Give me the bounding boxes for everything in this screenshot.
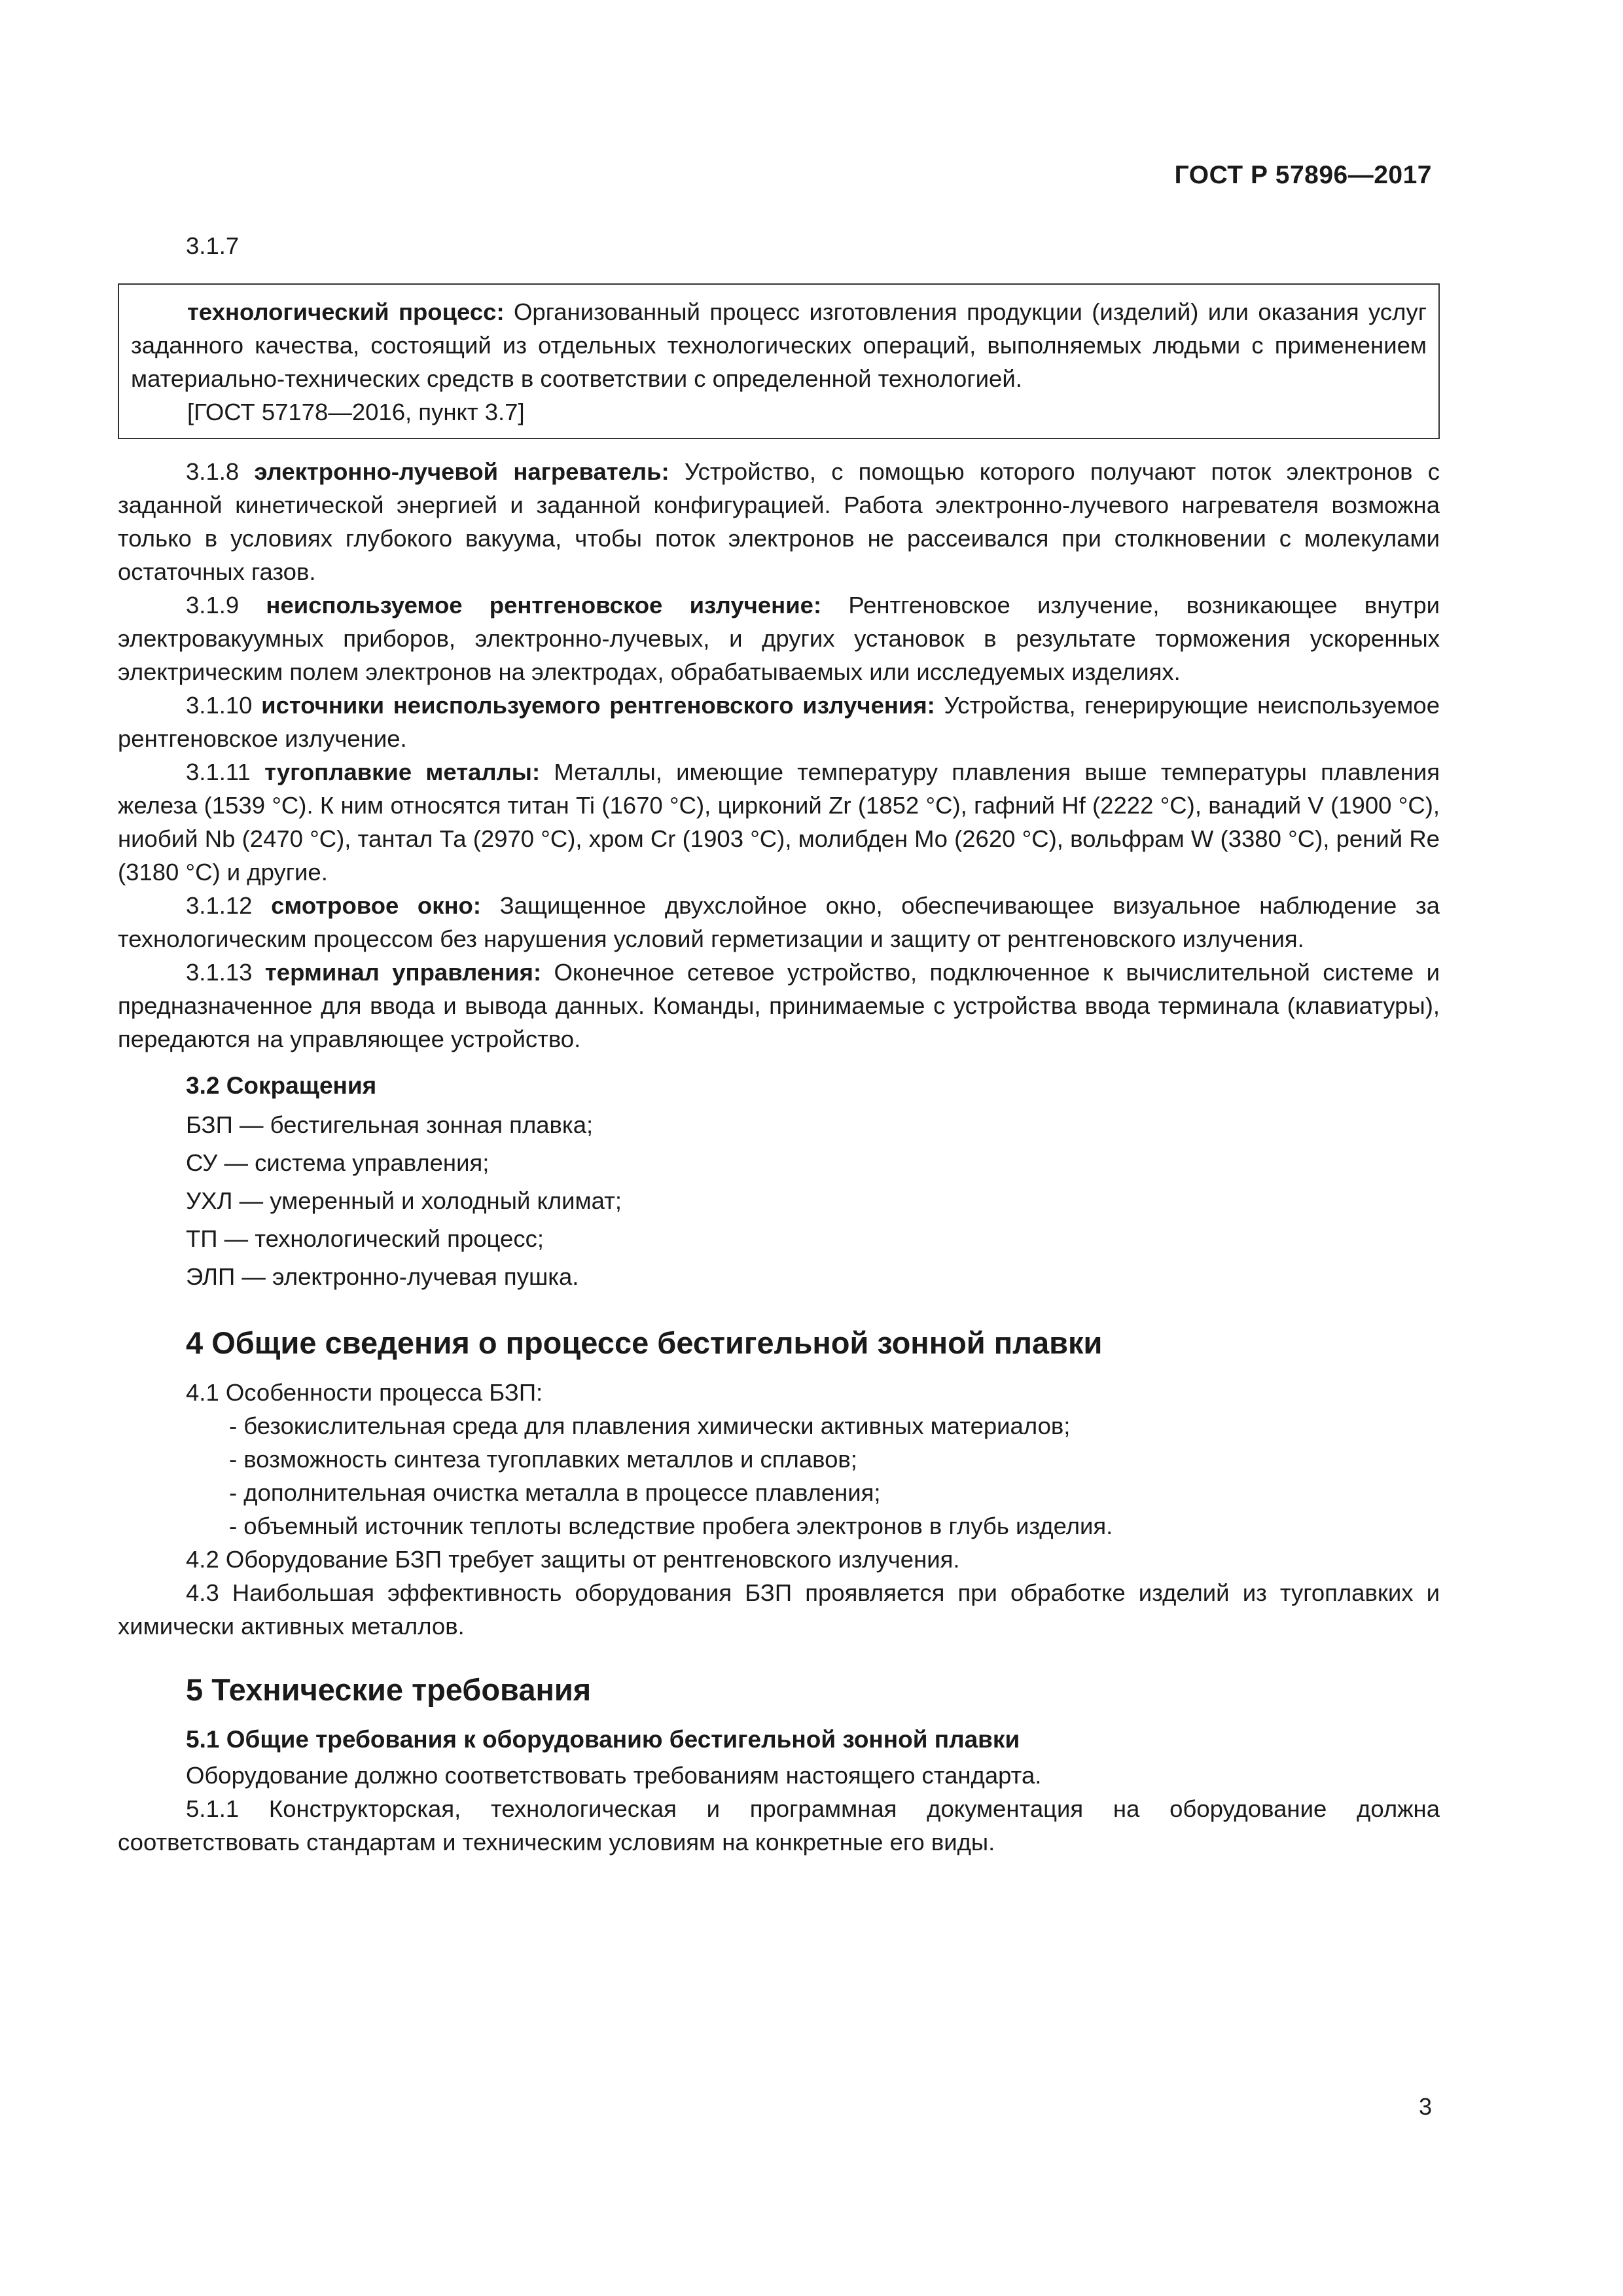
term-title: тугоплавкие металлы:	[264, 759, 541, 785]
abbreviation-item: БЗП — бестигельная зонная плавка;	[186, 1111, 594, 1138]
abbreviation-item: СУ — система управления;	[186, 1149, 490, 1176]
term-title: неиспользуемое рентгеновское излучение:	[266, 592, 822, 619]
term-title: смотровое окно:	[271, 892, 481, 919]
definition-reference: [ГОСТ 57178—2016, пункт 3.7]	[187, 399, 525, 425]
term-text: Металлы, имеющие температуру плавления выше температуры плавления железа (1539 °С). К ним относятся титан Ti (1670 °С), цирконий Zr (1852 °С), гафний Hf (2222 °С), ванадий V (1900 °С), ниобий Nb (2470 °С), тантал Та (2970 °С), хром Cr (1903 °С), молибден Mo (2620 °С), вольфрам W (3380 °С), рений Re (3180 °С) и другие.	[118, 759, 1440, 886]
term-3-1-7: технологический процесс:	[187, 298, 505, 325]
abbreviation-item: ЭЛП — электронно-лучевая пушка.	[186, 1263, 579, 1290]
bullet-item: - безокислительная среда для плавления химически активных материалов;	[229, 1412, 1071, 1439]
term-text: Рентгеновское излучение, возникающее внутри электровакуумных приборов, электронно-лучевых, и других установок в результате торможения ускоренных электрическим полем электронов на электродах, обрабатываемых или исследуемых изделиях.	[118, 592, 1440, 685]
bullet-item: - возможность синтеза тугоплавких металлов и сплавов;	[229, 1446, 857, 1473]
paragraph-5-1: Оборудование должно соответствовать требованиям настоящего стандарта.	[186, 1762, 1042, 1789]
term-number: 3.1.10	[186, 692, 262, 719]
bullet-item: - объемный источник теплоты вследствие пробега электронов в глубь изделия.	[229, 1513, 1113, 1539]
heading-5-1: 5.1 Общие требования к оборудованию бестигельной зонной плавки	[186, 1726, 1020, 1753]
term-title: терминал управления:	[264, 959, 542, 986]
term-number: 3.1.9	[186, 592, 266, 619]
term-text: Устройства, генерирующие неиспользуемое рентгеновское излучение.	[118, 692, 1440, 752]
document-body	[118, 229, 1440, 1859]
term-text: Защищенное двухслойное окно, обеспечивающее визуальное наблюдение за технологическим процессом без нарушения условий герметизации и защиту от рентгеновского излучения.	[118, 892, 1440, 952]
term-3-1-8	[118, 455, 1440, 588]
term-3-1-10	[118, 689, 1440, 755]
term-number: 3.1.13	[186, 959, 265, 986]
definition-3-1-7	[131, 295, 1427, 395]
term-3-1-11	[118, 755, 1440, 889]
term-3-1-9	[118, 588, 1440, 689]
bullet-item: - дополнительная очистка металла в процессе плавления;	[229, 1479, 881, 1506]
term-number: 3.1.12	[186, 892, 272, 919]
heading-3-2: 3.2 Сокращения	[186, 1072, 377, 1099]
abbreviation-item: ТП — технологический процесс;	[186, 1225, 544, 1252]
paragraph-5-1-1: 5.1.1 Конструкторская, технологическая и программная документация на оборудование должна соответствовать стандартам и техническим условиям на конкретные его виды.	[118, 1795, 1440, 1856]
paragraph-4-3: 4.3 Наибольшая эффективность оборудования БЗП проявляется при обработке изделий из тугоплавких и химически активных металлов.	[118, 1579, 1440, 1640]
heading-section-4: 4 Общие сведения о процессе бестигельной зонной плавки	[186, 1325, 1103, 1360]
term-3-1-12	[118, 889, 1440, 956]
term-3-1-13	[118, 956, 1440, 1056]
document-header: ГОСТ Р 57896—2017	[1174, 161, 1432, 189]
page-number: 3	[1418, 2093, 1432, 2120]
paragraph-4-2: 4.2 Оборудование БЗП требует защиты от рентгеновского излучения.	[186, 1546, 960, 1573]
section-number-3-1-7: 3.1.7	[186, 232, 240, 259]
term-number: 3.1.11	[186, 759, 265, 785]
definition-box-3-1-7	[118, 283, 1440, 439]
term-title: источники неиспользуемого рентгеновского излучения:	[261, 692, 935, 719]
definition-text-3-1-7: Организованный процесс изготовления продукции (изделий) или оказания услуг заданного качества, состоящий из отдельных технологических операций, выполняемых людьми с применением материально-технических средств в соответствии с определенной технологией.	[131, 298, 1427, 392]
term-number: 3.1.8	[186, 458, 255, 485]
term-text: Оконечное сетевое устройство, подключенное к вычислительной системе и предназначенное для ввода и вывода данных. Команды, принимаемые с устройства ввода терминала (клавиатуры), передаются на управляющее устройство.	[118, 959, 1440, 1052]
abbreviation-item: УХЛ — умеренный и холодный климат;	[186, 1187, 622, 1214]
term-title: электронно-лучевой нагреватель:	[254, 458, 669, 485]
paragraph-4-1: 4.1 Особенности процесса БЗП:	[186, 1379, 543, 1406]
term-text: Устройство, с помощью которого получают поток электронов с заданной кинетической энергией и заданной конфигурацией. Работа электронно-лучевого нагревателя возможна только в условиях глубокого вакуума, чтобы поток электронов не рассеивался при столкновении с молекулами остаточных газов.	[118, 458, 1440, 585]
heading-section-5: 5 Технические требования	[186, 1672, 592, 1707]
